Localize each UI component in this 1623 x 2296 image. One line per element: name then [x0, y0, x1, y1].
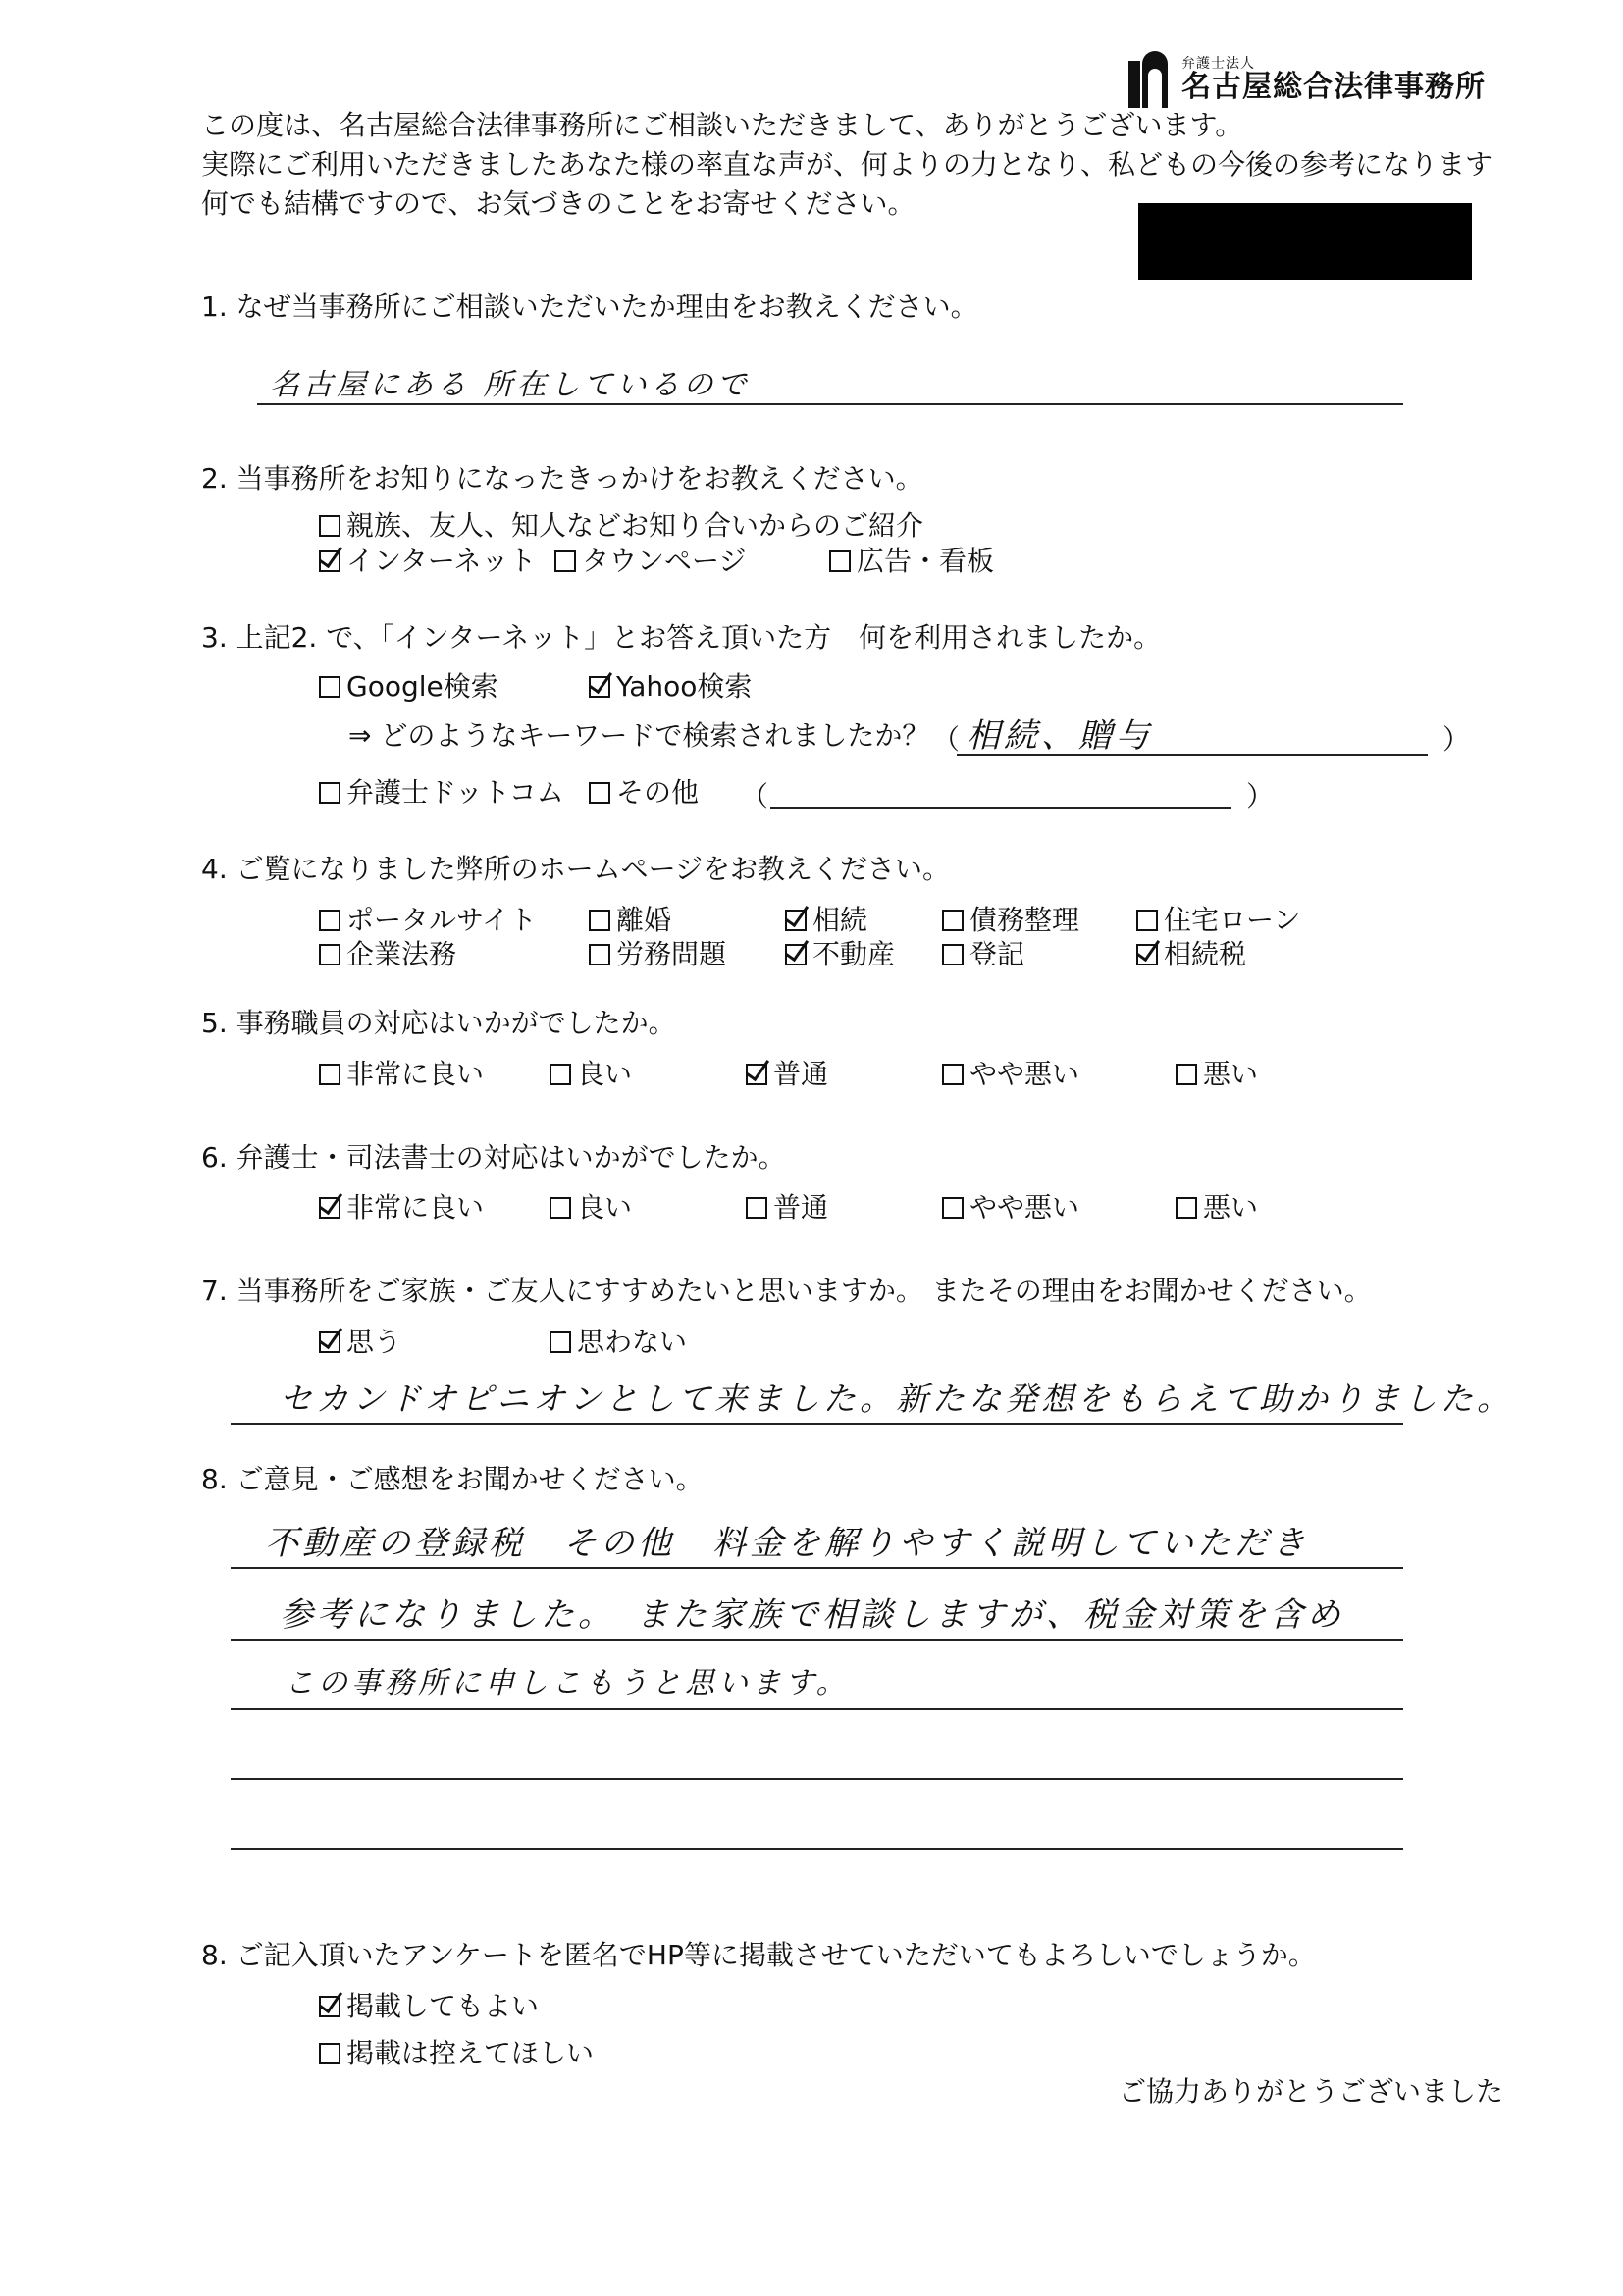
checkbox[interactable]: [942, 1197, 964, 1219]
checkbox[interactable]: [550, 1064, 571, 1085]
q6-option[interactable]: やや悪い: [942, 1190, 1079, 1226]
checkbox[interactable]: [319, 2043, 340, 2064]
q5-option[interactable]: 良い: [550, 1057, 632, 1092]
firm-logo: [1128, 51, 1486, 108]
checkbox[interactable]: [319, 515, 340, 537]
q6-option[interactable]: 悪い: [1176, 1190, 1258, 1226]
q2-option[interactable]: 親族、友人、知人などお知り合いからのご紹介: [319, 508, 923, 544]
q9-option[interactable]: 掲載は控えてほしい: [319, 2036, 594, 2071]
q1-answer: 名古屋にある 所在しているので: [270, 368, 751, 402]
checkbox-checked[interactable]: [319, 1331, 340, 1353]
q3-keyword-open-paren: （: [932, 723, 961, 756]
q9-question: 8. ご記入頂いたアンケートを匿名でHP等に掲載させていただいてもよろしいでしょうか。: [201, 1939, 1316, 1971]
q4-option[interactable]: 住宅ローン: [1136, 903, 1300, 938]
checkbox-checked[interactable]: [589, 676, 610, 698]
q6-option[interactable]: 普通: [746, 1190, 828, 1226]
firm-logo-mark-icon: [1128, 51, 1174, 108]
q8-rule: [231, 1708, 1403, 1710]
checkbox-checked[interactable]: [785, 910, 807, 931]
q4-question: 4. ご覧になりました弊所のホームページをお教えください。: [201, 853, 951, 885]
q4-option[interactable]: 登記: [942, 937, 1024, 972]
q3-option[interactable]: Google検索: [319, 669, 498, 704]
checkbox[interactable]: [589, 944, 610, 965]
checkbox-checked[interactable]: [746, 1064, 767, 1085]
q3-option[interactable]: Yahoo検索: [589, 669, 752, 704]
q7-option[interactable]: 思わない: [550, 1325, 687, 1360]
checkbox[interactable]: [554, 550, 576, 572]
checkbox[interactable]: [746, 1197, 767, 1219]
q8-question: 8. ご意見・ご感想をお聞かせください。: [201, 1463, 704, 1495]
checkbox[interactable]: [942, 910, 964, 931]
checkbox[interactable]: [942, 1064, 964, 1085]
checkbox[interactable]: [1136, 910, 1158, 931]
intro-line: この度は、名古屋総合法律事務所にご相談いただきまして、ありがとうございます。: [201, 109, 1243, 141]
q7-answer-line: [231, 1423, 1403, 1425]
q4-option[interactable]: 相続税: [1136, 937, 1246, 972]
q3-other-close-paren: ）: [1246, 780, 1275, 812]
checkbox[interactable]: [1176, 1197, 1197, 1219]
checkbox-checked[interactable]: [319, 1197, 340, 1219]
q2-question: 2. 当事務所をお知りになったきっかけをお教えください。: [201, 462, 923, 495]
q6-option[interactable]: 非常に良い: [319, 1190, 484, 1226]
checkbox[interactable]: [319, 910, 340, 931]
q5-option[interactable]: やや悪い: [942, 1057, 1079, 1092]
q3-other-open-paren: （: [741, 780, 769, 812]
q3-keyword-prompt: ⇒ どのようなキーワードで検索されましたか？: [348, 719, 930, 752]
q4-option[interactable]: 相続: [785, 903, 867, 938]
q1-answer-line: [257, 403, 1403, 405]
logo-title: 名古屋総合法律事務所: [1181, 70, 1486, 104]
q7-answer[interactable]: セカンドオピニオンとして来ました。新たな発想をもらえて助かりました。: [280, 1380, 1514, 1418]
checkbox[interactable]: [319, 1064, 340, 1085]
q3-other-line: [770, 807, 1231, 809]
checkbox[interactable]: [319, 944, 340, 965]
checkbox-checked[interactable]: [319, 1996, 340, 2017]
checkbox-checked[interactable]: [1136, 944, 1158, 965]
q4-option[interactable]: 企業法務: [319, 937, 456, 972]
q3-option[interactable]: その他: [589, 775, 699, 810]
q5-option[interactable]: 非常に良い: [319, 1057, 484, 1092]
q2-option[interactable]: 広告・看板: [829, 544, 994, 579]
q7-option[interactable]: 思う: [319, 1325, 401, 1360]
redaction-block: [1138, 203, 1472, 280]
q5-question: 5. 事務職員の対応はいかがでしたか。: [201, 1007, 676, 1039]
checkbox[interactable]: [942, 944, 964, 965]
q8-rule: [231, 1778, 1403, 1780]
q9-option[interactable]: 掲載してもよい: [319, 1989, 539, 2024]
checkbox[interactable]: [589, 910, 610, 931]
q8-rule: [231, 1848, 1403, 1850]
q4-option[interactable]: 離婚: [589, 903, 671, 938]
q1-question: 1. なぜ当事務所にご相談いただいたか理由をお教えください。: [201, 290, 978, 323]
checkbox[interactable]: [1176, 1064, 1197, 1085]
logo-subtitle: 弁護士法人: [1181, 56, 1255, 72]
checkbox[interactable]: [319, 676, 340, 698]
q4-option[interactable]: 労務問題: [589, 937, 726, 972]
q4-option[interactable]: 債務整理: [942, 903, 1079, 938]
intro-line: 実際にご利用いただきましたあなた様の率直な声が、何よりの力となり、私どもの今後の参考になります: [201, 148, 1493, 181]
q3-keyword-line: [957, 754, 1428, 756]
checkbox[interactable]: [829, 550, 851, 572]
q3-keyword-answer[interactable]: 相続、贈与: [967, 716, 1153, 756]
q7-question: 7. 当事務所をご家族・ご友人にすすめたいと思いますか。 またその理由をお聞かせください。: [201, 1275, 1372, 1307]
checkbox[interactable]: [589, 782, 610, 804]
q3-keyword-close-paren: ）: [1442, 723, 1471, 756]
q8-answer-line[interactable]: 参考になりました。 また家族で相談しますが、税金対策を含め: [280, 1595, 1344, 1635]
checkbox[interactable]: [319, 782, 340, 804]
q5-option[interactable]: 悪い: [1176, 1057, 1258, 1092]
q8-answer-line[interactable]: 不動産の登録税 その他 料金を解りやすく説明していただき: [265, 1524, 1309, 1563]
q4-option[interactable]: ポータルサイト: [319, 903, 537, 938]
checkbox-checked[interactable]: [319, 550, 340, 572]
intro-line: 何でも結構ですので、お気づきのことをお寄せください。: [201, 187, 916, 220]
q3-option[interactable]: 弁護士ドットコム: [319, 775, 564, 810]
q8-rule: [231, 1639, 1403, 1641]
q2-option[interactable]: インターネット: [319, 544, 536, 579]
q6-question: 6. 弁護士・司法書士の対応はいかがでしたか。: [201, 1141, 786, 1174]
q8-answer-line[interactable]: この事務所に申しこもうと思います。: [285, 1666, 850, 1700]
q6-option[interactable]: 良い: [550, 1190, 632, 1226]
closing-message: ご協力ありがとうございました: [1119, 2075, 1504, 2108]
q5-option[interactable]: 普通: [746, 1057, 828, 1092]
q2-option[interactable]: タウンページ: [554, 544, 746, 579]
checkbox-checked[interactable]: [785, 944, 807, 965]
checkbox[interactable]: [550, 1331, 571, 1353]
checkbox[interactable]: [550, 1197, 571, 1219]
q4-option[interactable]: 不動産: [785, 937, 895, 972]
q3-question: 3. 上記2. で、「インターネット」とお答え頂いた方 何を利用されましたか。: [201, 621, 1162, 653]
q8-rule: [231, 1567, 1403, 1569]
